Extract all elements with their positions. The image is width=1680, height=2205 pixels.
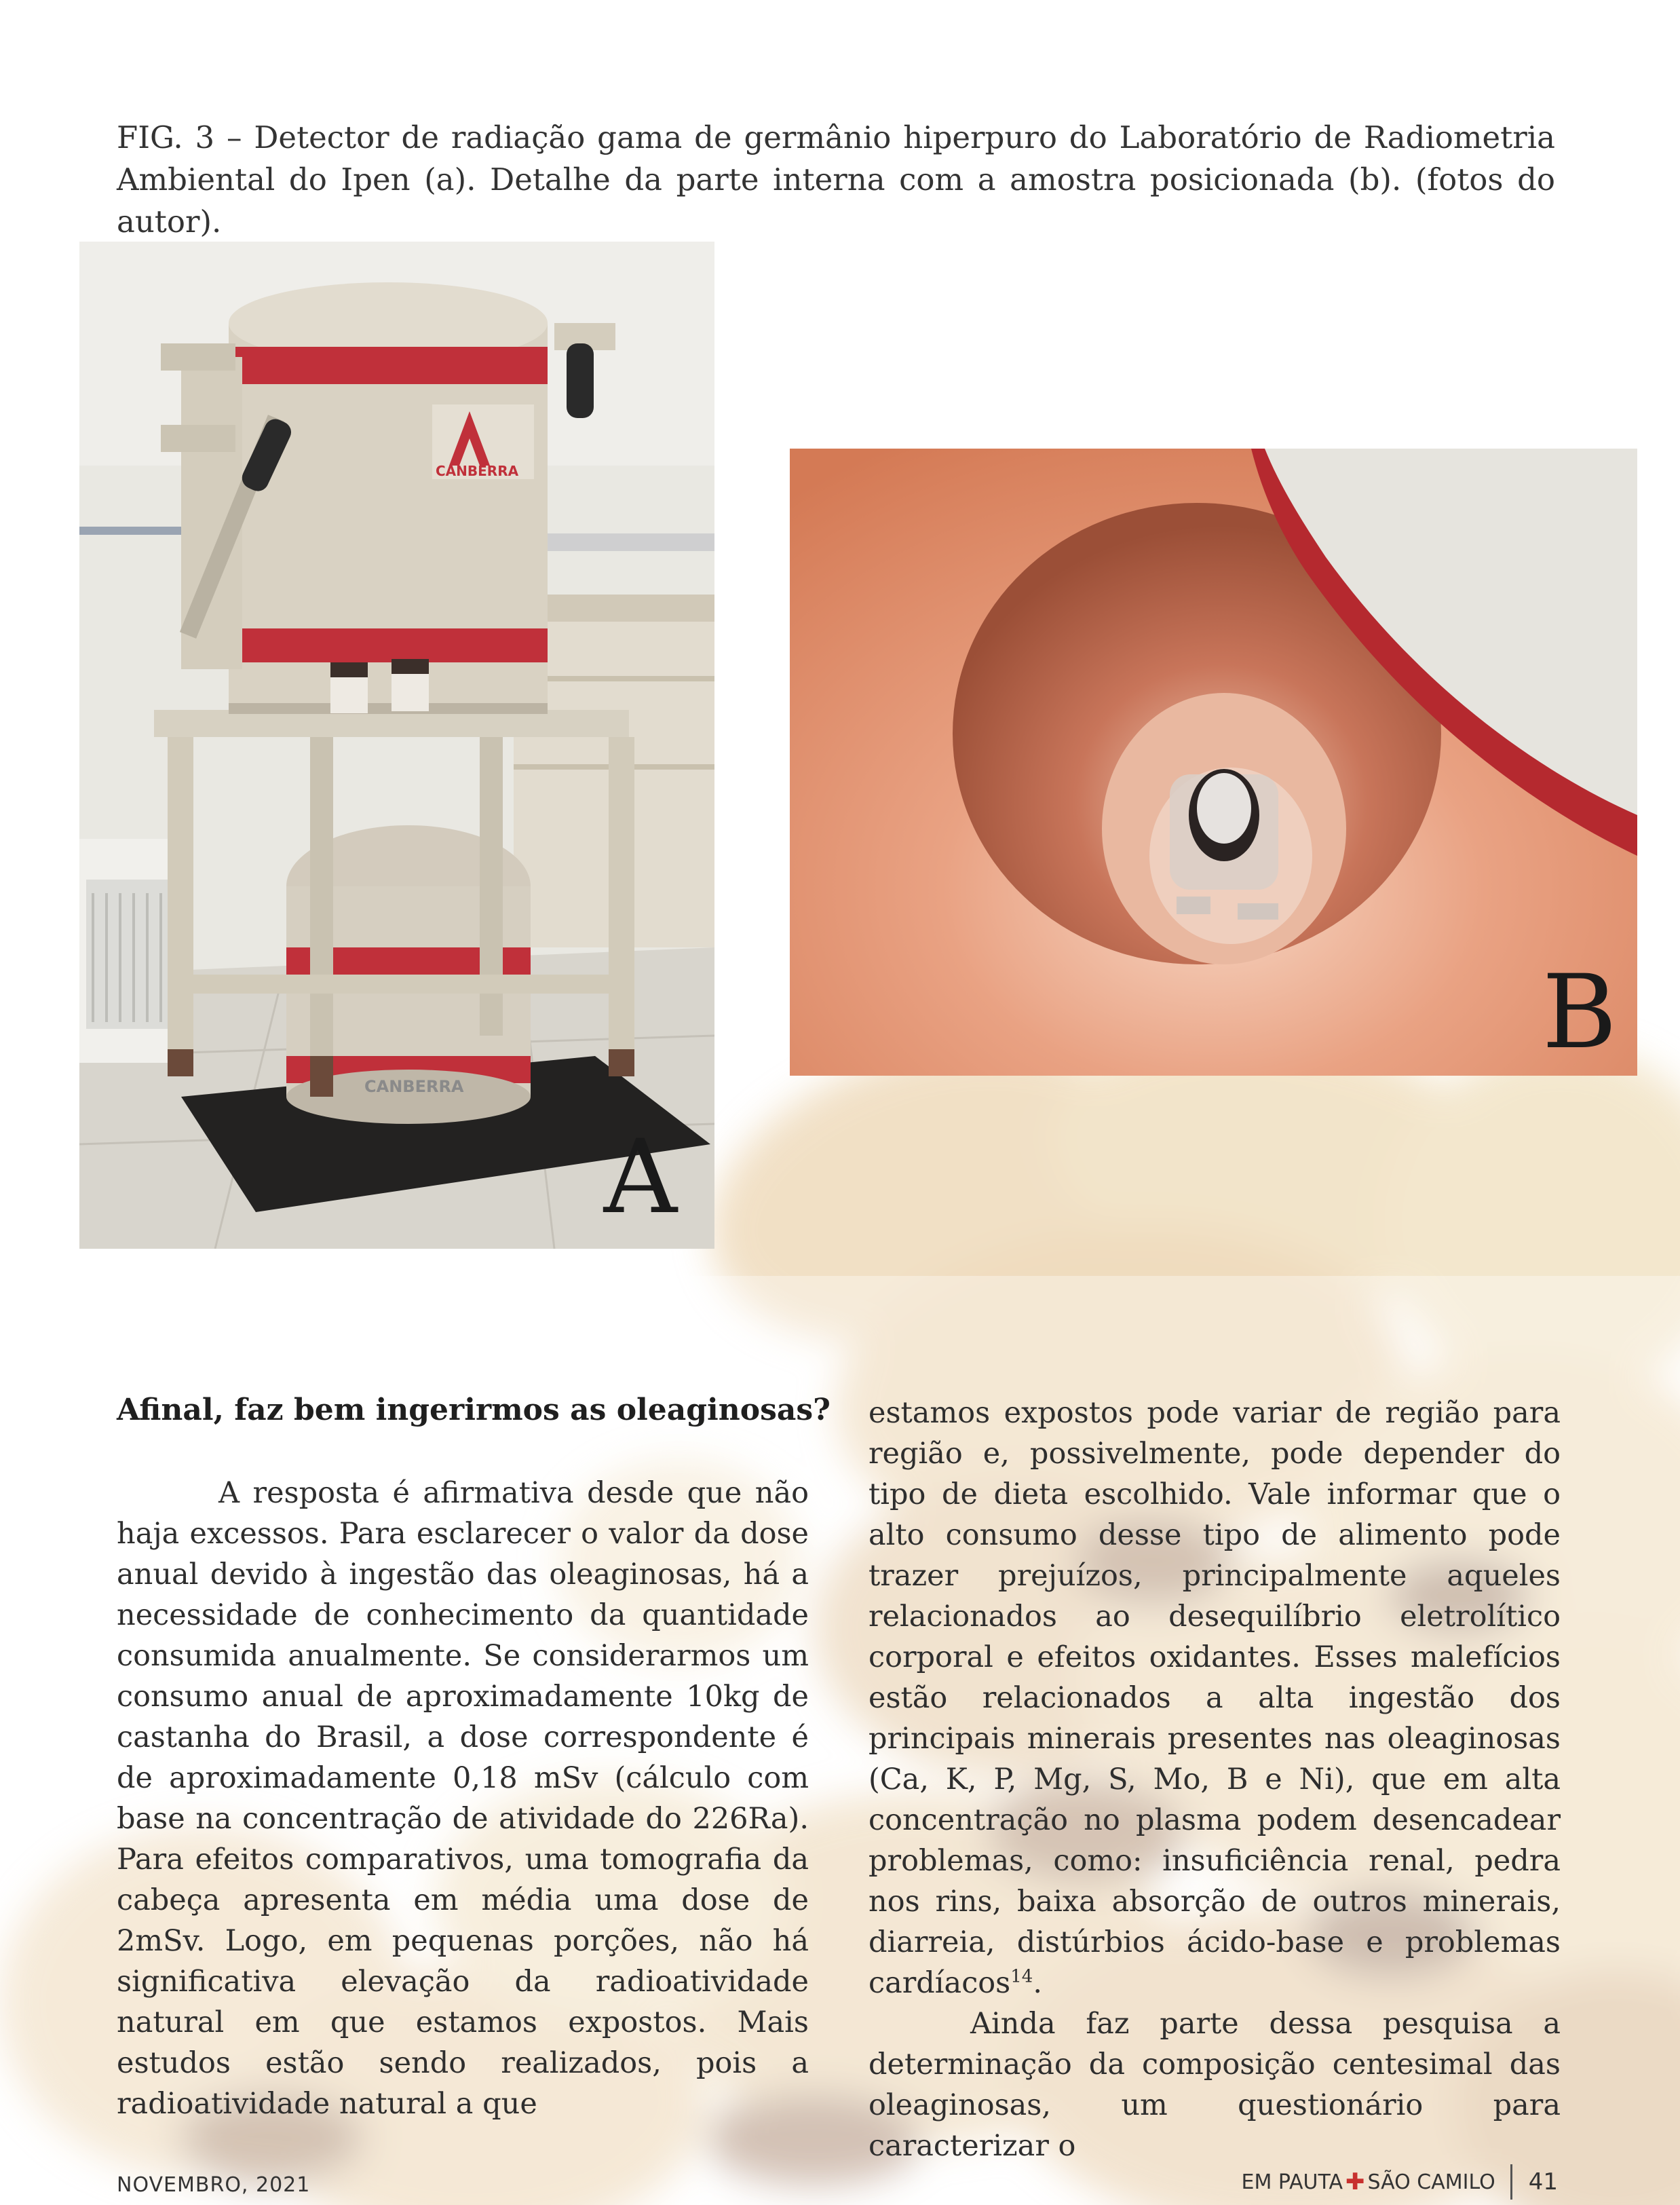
article-paragraph: A resposta é afirmativa desde que não haja excessos. Para esclarecer o valor da dose anual devido à ingestão das oleaginosas, há a necessidade de conhecimento da quantidade consumida anualmente. Se considerarmos um consumo anual de aproximadamente 10kg de castanha do Brasil, a dose correspondente é de aproximadamente 0,18 mSv (cálculo com base na concentração de atividade do 226Ra). Para efeitos comparativos, uma tomografia da cabeça apresenta em média uma dose de 2mSv. Logo, em pequenas porções, não há significativa elevação da radioatividade natural em que estamos expostos. Mais estudos estão sendo realizados, pois a radioatividade natural a que: [117, 1476, 809, 2121]
paragraph-end: .: [1033, 1966, 1042, 2000]
shield-brand-label: CANBERRA: [436, 463, 519, 479]
article-paragraph: Ainda faz parte dessa pesquisa a determinação da composição centesimal das oleaginosas, um questionário para caracterizar o: [868, 2007, 1561, 2163]
footer-brand-right: SÃO CAMILO: [1367, 2170, 1495, 2194]
article-paragraph: [868, 1393, 1561, 2003]
footer-date: NOVEMBRO, 2021: [117, 2173, 311, 2197]
photo-b-detector-interior: [790, 449, 1637, 1076]
figure-caption: FIG. 3 – Detector de radiação gama de germânio hiperpuro do Laboratório de Radiometria Ambiental do Ipen (a). Detalhe da parte interna com a amostra posicionada (b). (fotos do autor).: [117, 119, 1555, 240]
footer-divider: [1510, 2164, 1512, 2200]
photo-a-label: A: [603, 1118, 677, 1237]
cross-icon: ✚: [1345, 2168, 1365, 2195]
article-column-right: [868, 1393, 1561, 2166]
photo-a-detector: [79, 242, 714, 1249]
footer-branding: [1241, 2165, 1558, 2199]
article-heading: Afinal, faz bem ingerirmos as oleaginosas?: [117, 1393, 831, 1427]
photo-b-label: B: [1542, 954, 1617, 1072]
interior-illustration: [790, 449, 1637, 1076]
footer-brand-left: EM PAUTA: [1241, 2170, 1343, 2194]
dewar-brand-label: CANBERRA: [364, 1077, 464, 1096]
detector-illustration: [79, 242, 714, 1249]
article-column-left: [117, 1473, 809, 2124]
page-number: 41: [1528, 2168, 1558, 2195]
paragraph-text: estamos expostos pode variar de região para região e, possivelmente, pode depender do tipo de dieta escolhido. Vale informar que o alto consumo desse tipo de alimento pode trazer prejuízos, principalmente aqueles relacionados ao desequilíbrio eletrolítico corporal e efeitos oxidantes. Esses malefícios estão relacionados a alta ingestão dos principais minerais presentes nas oleaginosas (Ca, K, P, Mg, S, Mo, B e Ni), que em alta concentração no plasma podem desencadear problemas, como: insuficiência renal, pedra nos rins, baixa absorção de outros minerais, diarreia, distúrbios ácido-base e problemas cardíacos: [868, 1396, 1561, 2000]
reference-number: 14: [1010, 1966, 1033, 1987]
